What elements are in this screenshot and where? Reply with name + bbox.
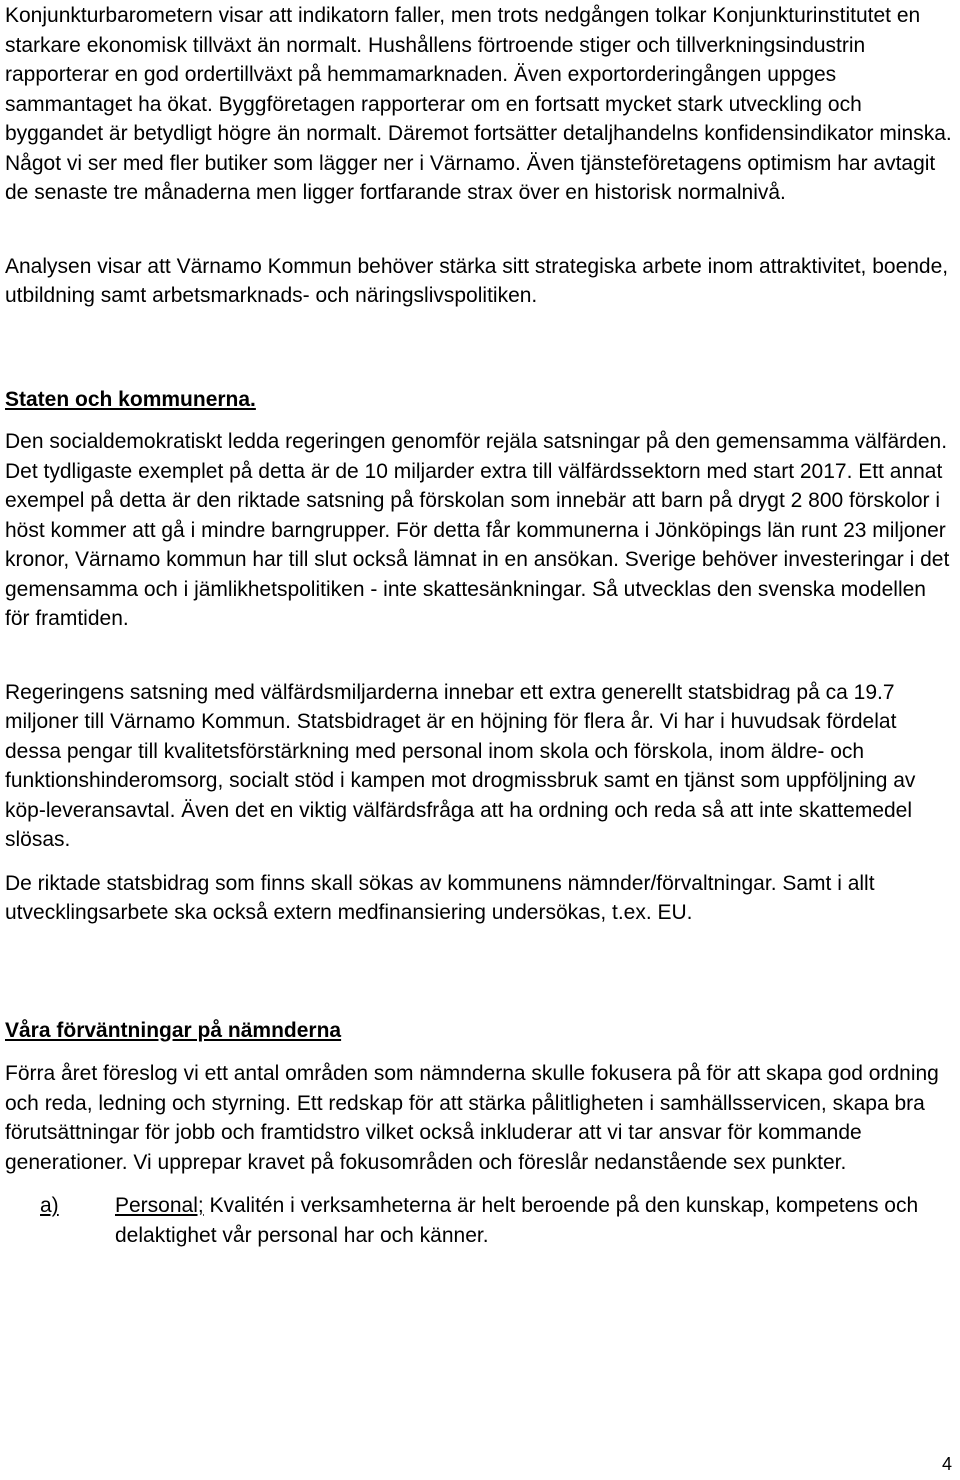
paragraph-analysen: Analysen visar att Värnamo Kommun behöver stärka sitt strategiska arbete inom attraktivitet, boende, utbildning samt arbetsmarknads- och näringslivspolitiken. [5,254,949,307]
page-number: 4 [941,1454,952,1474]
paragraph-valfardsmiljarder: Regeringens satsning med välfärdsmiljarderna innebar ett extra generellt statsbidrag på ca 19.7 miljoner till Värnamo Kommun. Statsbidraget är en höjning för flera år. Vi har i huvudsak fördelat dessa pengar till kvalitetsförstärkning med personal inom skola och förskola, inom äldre- och funktionshinderomsorg, socialt stöd i kampen mot drogmissbruk samt en tjänst som uppföljning av köp-leveransavtal. Även det en viktig välfärdsfråga att ha ordning och reda så att inte skattemedel slösas. [5,680,916,851]
paragraph-konjunktur: Konjunkturbarometern visar att indikatorn faller, men trots nedgången tolkar Konjunkturinstitutet en starkare ekonomisk tillväxt än normalt. Hushållens förtroende stiger och tillverkningsindustrin rapporterar en god ordertillväxt på hemmamarknaden. Även exportorderingången uppges sammantaget ha ökat. Byggföretagen rapporterar om en fortsatt mycket stark utveckling och byggandet är betydligt högre än normalt. Däremot fortsätter detaljhandelns konfidensindikator minska. Något vi ser med fler butiker som lägger ner i Värnamo. Även tjänsteföretagens optimism har avtagit de senaste tre månaderna men ligger fortfarande strax över en historisk normalnivå. [5,4,952,204]
heading-staten-och-kommunerna: Staten och kommunerna. [5,387,256,411]
list-item-description: Kvalitén i verksamheterna är helt beroende på den kunskap, kompetens och delaktighet vår personal har och känner. [115,1194,919,1247]
paragraph-statsbidrag: De riktade statsbidrag som finns skall sökas av kommunens nämnder/förvaltningar. Samt i allt utvecklingsarbete ska också extern medfinansiering undersökas, t.ex. EU. [5,871,875,924]
list-item-personal [5,1191,955,1250]
heading-forvantningar: Våra förväntningar på nämnderna [5,1018,342,1042]
list-marker: a) [40,1194,59,1217]
list-item-term: Personal; [115,1194,204,1217]
paragraph-fokusomraden: Förra året föreslog vi ett antal områden som nämnderna skulle fokusera på för att skapa god ordning och reda, ledning och styrning. Ett redskap för att stärka pålitligheten i samhällsservicen, skapa bra förutsättningar för jobb och framtidstro vilket också inkluderar att vi tar ansvar för kommande generationer. Vi upprepar kravet på fokusområden och föreslår nedanstående sex punkter. [5,1062,939,1174]
document-page [5,0,955,1250]
paragraph-satsningar: Den socialdemokratiskt ledda regeringen genomför rejäla satsningar på den gemensamma välfärden. Det tydligaste exemplet på detta är de 10 miljarder extra till välfärdssektorn med start 2017. Ett annat exempel på detta är den riktade satsning på förskolan som innebär att barn på drygt 2 800 förskolor i höst kommer att gå i mindre barngrupper. För detta får kommunerna i Jönköpings län runt 23 miljoner kronor, Värnamo kommun har till slut också lämnat in en ansökan. Sverige behöver investeringar i det gemensamma och i jämlikhetspolitiken - inte skattesänkningar. Så utvecklas den svenska modellen för framtiden. [5,430,950,630]
list-item-text [115,1191,955,1250]
